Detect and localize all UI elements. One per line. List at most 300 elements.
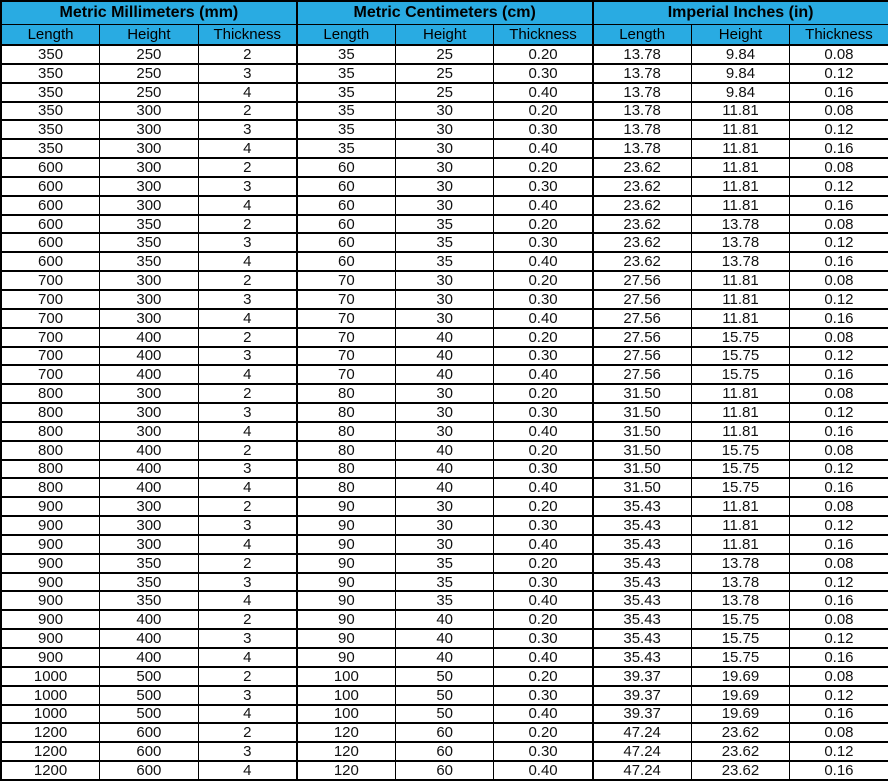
table-cell: 3 <box>198 516 297 535</box>
table-cell: 700 <box>1 309 100 328</box>
col-header-mm-thickness: Thickness <box>198 25 297 46</box>
table-cell: 40 <box>395 478 494 497</box>
table-cell: 0.20 <box>494 215 593 234</box>
table-cell: 11.81 <box>691 139 790 158</box>
table-cell: 40 <box>395 365 494 384</box>
table-cell: 30 <box>395 384 494 403</box>
table-row <box>1 215 888 234</box>
table-cell: 4 <box>198 365 297 384</box>
table-cell: 300 <box>100 497 199 516</box>
table-cell: 120 <box>297 742 396 761</box>
table-cell: 0.30 <box>494 742 593 761</box>
table-cell: 11.81 <box>691 196 790 215</box>
table-cell: 0.16 <box>790 535 888 554</box>
table-cell: 15.75 <box>691 629 790 648</box>
table-cell: 0.12 <box>790 686 888 705</box>
table-cell: 70 <box>297 328 396 347</box>
table-cell: 23.62 <box>593 233 692 252</box>
table-cell: 13.78 <box>691 233 790 252</box>
table-cell: 700 <box>1 328 100 347</box>
table-cell: 300 <box>100 535 199 554</box>
table-row <box>1 554 888 573</box>
table-cell: 2 <box>198 215 297 234</box>
table-cell: 900 <box>1 573 100 592</box>
table-cell: 40 <box>395 347 494 366</box>
table-cell: 40 <box>395 328 494 347</box>
table-cell: 3 <box>198 742 297 761</box>
table-cell: 0.20 <box>494 554 593 573</box>
table-cell: 30 <box>395 120 494 139</box>
table-cell: 0.30 <box>494 120 593 139</box>
table-cell: 35.43 <box>593 554 692 573</box>
table-cell: 120 <box>297 723 396 742</box>
table-cell: 400 <box>100 460 199 479</box>
table-cell: 11.81 <box>691 384 790 403</box>
table-cell: 9.84 <box>691 64 790 83</box>
table-row <box>1 516 888 535</box>
table-row <box>1 290 888 309</box>
table-cell: 35 <box>395 215 494 234</box>
table-cell: 80 <box>297 384 396 403</box>
table-cell: 3 <box>198 233 297 252</box>
table-cell: 40 <box>395 460 494 479</box>
table-cell: 90 <box>297 497 396 516</box>
group-title-mm: Metric Millimeters (mm) <box>1 1 297 25</box>
table-cell: 700 <box>1 365 100 384</box>
table-cell: 300 <box>100 516 199 535</box>
table-cell: 19.69 <box>691 705 790 724</box>
table-cell: 500 <box>100 705 199 724</box>
table-cell: 0.40 <box>494 83 593 102</box>
table-cell: 70 <box>297 365 396 384</box>
table-cell: 0.20 <box>494 667 593 686</box>
table-cell: 0.08 <box>790 215 888 234</box>
table-cell: 11.81 <box>691 120 790 139</box>
table-cell: 2 <box>198 723 297 742</box>
table-cell: 350 <box>100 573 199 592</box>
table-cell: 0.12 <box>790 347 888 366</box>
table-cell: 27.56 <box>593 290 692 309</box>
table-cell: 60 <box>297 233 396 252</box>
table-body <box>1 45 888 780</box>
table-cell: 0.40 <box>494 422 593 441</box>
table-cell: 4 <box>198 196 297 215</box>
table-cell: 350 <box>1 120 100 139</box>
table-cell: 1000 <box>1 686 100 705</box>
table-cell: 31.50 <box>593 441 692 460</box>
table-row <box>1 45 888 64</box>
table-cell: 80 <box>297 441 396 460</box>
table-cell: 60 <box>297 177 396 196</box>
table-cell: 0.08 <box>790 45 888 64</box>
table-cell: 0.20 <box>494 271 593 290</box>
table-cell: 0.40 <box>494 309 593 328</box>
table-cell: 0.30 <box>494 64 593 83</box>
table-cell: 0.16 <box>790 139 888 158</box>
table-cell: 90 <box>297 573 396 592</box>
table-cell: 4 <box>198 252 297 271</box>
table-cell: 400 <box>100 478 199 497</box>
table-cell: 13.78 <box>593 139 692 158</box>
table-cell: 27.56 <box>593 347 692 366</box>
table-cell: 600 <box>100 761 199 780</box>
table-cell: 2 <box>198 554 297 573</box>
table-cell: 3 <box>198 403 297 422</box>
table-cell: 0.20 <box>494 441 593 460</box>
table-cell: 400 <box>100 328 199 347</box>
table-cell: 2 <box>198 497 297 516</box>
table-row <box>1 403 888 422</box>
col-header-mm-length: Length <box>1 25 100 46</box>
table-cell: 0.30 <box>494 460 593 479</box>
table-cell: 35.43 <box>593 573 692 592</box>
table-cell: 90 <box>297 610 396 629</box>
table-cell: 23.62 <box>593 252 692 271</box>
table-cell: 13.78 <box>593 45 692 64</box>
table-cell: 800 <box>1 384 100 403</box>
table-row <box>1 309 888 328</box>
table-cell: 23.62 <box>691 723 790 742</box>
table-cell: 13.78 <box>691 252 790 271</box>
table-row <box>1 64 888 83</box>
table-row <box>1 177 888 196</box>
table-cell: 900 <box>1 516 100 535</box>
table-cell: 700 <box>1 271 100 290</box>
table-cell: 2 <box>198 667 297 686</box>
table-cell: 0.16 <box>790 309 888 328</box>
table-cell: 35 <box>395 252 494 271</box>
table-cell: 0.20 <box>494 328 593 347</box>
table-cell: 0.40 <box>494 478 593 497</box>
table-row <box>1 761 888 780</box>
table-cell: 13.78 <box>691 215 790 234</box>
table-cell: 1200 <box>1 723 100 742</box>
table-cell: 2 <box>198 384 297 403</box>
table-cell: 40 <box>395 610 494 629</box>
table-cell: 35.43 <box>593 629 692 648</box>
table-cell: 0.30 <box>494 177 593 196</box>
table-cell: 0.08 <box>790 271 888 290</box>
table-row <box>1 478 888 497</box>
table-cell: 2 <box>198 271 297 290</box>
table-row <box>1 384 888 403</box>
table-cell: 31.50 <box>593 460 692 479</box>
table-cell: 700 <box>1 290 100 309</box>
table-cell: 15.75 <box>691 478 790 497</box>
table-row <box>1 252 888 271</box>
table-row <box>1 573 888 592</box>
table-cell: 27.56 <box>593 271 692 290</box>
table-cell: 2 <box>198 102 297 121</box>
table-cell: 25 <box>395 45 494 64</box>
table-cell: 1000 <box>1 705 100 724</box>
table-cell: 19.69 <box>691 667 790 686</box>
table-cell: 350 <box>1 64 100 83</box>
table-cell: 3 <box>198 177 297 196</box>
table-cell: 11.81 <box>691 535 790 554</box>
table-cell: 0.20 <box>494 610 593 629</box>
table-cell: 0.08 <box>790 723 888 742</box>
table-cell: 60 <box>297 158 396 177</box>
table-cell: 4 <box>198 478 297 497</box>
table-cell: 0.08 <box>790 497 888 516</box>
table-cell: 80 <box>297 460 396 479</box>
table-cell: 0.16 <box>790 252 888 271</box>
table-cell: 47.24 <box>593 723 692 742</box>
table-cell: 35 <box>297 139 396 158</box>
table-cell: 400 <box>100 441 199 460</box>
table-cell: 13.78 <box>593 102 692 121</box>
table-cell: 11.81 <box>691 290 790 309</box>
table-cell: 600 <box>1 196 100 215</box>
table-cell: 0.30 <box>494 629 593 648</box>
table-cell: 30 <box>395 516 494 535</box>
table-cell: 11.81 <box>691 177 790 196</box>
table-cell: 30 <box>395 139 494 158</box>
table-cell: 900 <box>1 591 100 610</box>
table-cell: 9.84 <box>691 83 790 102</box>
table-cell: 23.62 <box>593 215 692 234</box>
table-cell: 35 <box>297 102 396 121</box>
table-cell: 300 <box>100 309 199 328</box>
table-cell: 300 <box>100 158 199 177</box>
table-cell: 0.16 <box>790 422 888 441</box>
table-cell: 900 <box>1 535 100 554</box>
column-header-row <box>1 25 888 46</box>
table-cell: 900 <box>1 648 100 667</box>
table-cell: 90 <box>297 535 396 554</box>
table-cell: 13.78 <box>691 591 790 610</box>
table-cell: 350 <box>1 139 100 158</box>
table-cell: 350 <box>100 233 199 252</box>
table-cell: 800 <box>1 478 100 497</box>
table-cell: 250 <box>100 83 199 102</box>
col-header-in-height: Height <box>691 25 790 46</box>
table-row <box>1 460 888 479</box>
table-cell: 3 <box>198 64 297 83</box>
table-cell: 600 <box>100 723 199 742</box>
table-cell: 0.12 <box>790 573 888 592</box>
table-cell: 400 <box>100 365 199 384</box>
table-cell: 600 <box>1 177 100 196</box>
table-cell: 60 <box>395 742 494 761</box>
table-row <box>1 328 888 347</box>
table-cell: 100 <box>297 667 396 686</box>
table-cell: 39.37 <box>593 686 692 705</box>
table-cell: 1000 <box>1 667 100 686</box>
table-cell: 13.78 <box>691 573 790 592</box>
table-cell: 31.50 <box>593 403 692 422</box>
table-cell: 11.81 <box>691 158 790 177</box>
table-cell: 35.43 <box>593 610 692 629</box>
table-cell: 35 <box>395 573 494 592</box>
table-row <box>1 667 888 686</box>
table-cell: 350 <box>100 215 199 234</box>
table-cell: 60 <box>297 215 396 234</box>
table-cell: 0.12 <box>790 403 888 422</box>
col-header-in-thickness: Thickness <box>790 25 888 46</box>
table-cell: 2 <box>198 610 297 629</box>
table-cell: 3 <box>198 347 297 366</box>
table-cell: 3 <box>198 573 297 592</box>
table-cell: 1200 <box>1 761 100 780</box>
table-row <box>1 591 888 610</box>
table-cell: 500 <box>100 686 199 705</box>
table-cell: 11.81 <box>691 403 790 422</box>
table-cell: 23.62 <box>593 177 692 196</box>
table-cell: 70 <box>297 290 396 309</box>
table-cell: 0.12 <box>790 64 888 83</box>
table-cell: 0.40 <box>494 252 593 271</box>
table-cell: 0.20 <box>494 45 593 64</box>
col-header-cm-thickness: Thickness <box>494 25 593 46</box>
table-cell: 35.43 <box>593 535 692 554</box>
table-cell: 35 <box>395 233 494 252</box>
table-cell: 700 <box>1 347 100 366</box>
table-cell: 39.37 <box>593 667 692 686</box>
table-cell: 300 <box>100 196 199 215</box>
table-cell: 0.40 <box>494 535 593 554</box>
table-cell: 27.56 <box>593 365 692 384</box>
table-row <box>1 271 888 290</box>
table-cell: 35 <box>297 120 396 139</box>
col-header-cm-length: Length <box>297 25 396 46</box>
table-cell: 300 <box>100 271 199 290</box>
col-header-cm-height: Height <box>395 25 494 46</box>
table-cell: 4 <box>198 422 297 441</box>
table-cell: 31.50 <box>593 478 692 497</box>
table-cell: 0.20 <box>494 384 593 403</box>
table-cell: 0.30 <box>494 573 593 592</box>
table-cell: 900 <box>1 554 100 573</box>
group-title-in: Imperial Inches (in) <box>593 1 888 25</box>
table-cell: 30 <box>395 102 494 121</box>
table-cell: 30 <box>395 403 494 422</box>
table-cell: 50 <box>395 686 494 705</box>
table-cell: 900 <box>1 629 100 648</box>
table-cell: 27.56 <box>593 328 692 347</box>
table-cell: 300 <box>100 403 199 422</box>
table-row <box>1 233 888 252</box>
table-cell: 0.12 <box>790 629 888 648</box>
table-cell: 11.81 <box>691 422 790 441</box>
table-cell: 3 <box>198 460 297 479</box>
table-cell: 40 <box>395 648 494 667</box>
table-row <box>1 102 888 121</box>
table-cell: 3 <box>198 629 297 648</box>
table-cell: 500 <box>100 667 199 686</box>
table-cell: 4 <box>198 309 297 328</box>
table-row <box>1 158 888 177</box>
table-cell: 0.08 <box>790 610 888 629</box>
table-cell: 0.40 <box>494 365 593 384</box>
table-cell: 90 <box>297 591 396 610</box>
table-cell: 30 <box>395 271 494 290</box>
table-row <box>1 705 888 724</box>
group-title-row <box>1 1 888 25</box>
table-row <box>1 120 888 139</box>
table-cell: 4 <box>198 705 297 724</box>
table-cell: 4 <box>198 535 297 554</box>
table-cell: 900 <box>1 610 100 629</box>
table-row <box>1 441 888 460</box>
table-cell: 800 <box>1 403 100 422</box>
table-cell: 120 <box>297 761 396 780</box>
table-cell: 0.16 <box>790 761 888 780</box>
table-cell: 23.62 <box>691 742 790 761</box>
table-cell: 90 <box>297 516 396 535</box>
table-cell: 350 <box>100 252 199 271</box>
table-row <box>1 686 888 705</box>
table-cell: 60 <box>395 723 494 742</box>
table-header <box>1 1 888 45</box>
table-cell: 4 <box>198 83 297 102</box>
table-cell: 80 <box>297 403 396 422</box>
table-cell: 0.16 <box>790 83 888 102</box>
table-cell: 800 <box>1 422 100 441</box>
table-cell: 250 <box>100 64 199 83</box>
table-cell: 0.40 <box>494 648 593 667</box>
table-cell: 35 <box>395 591 494 610</box>
table-row <box>1 497 888 516</box>
table-cell: 0.16 <box>790 648 888 667</box>
table-cell: 0.40 <box>494 591 593 610</box>
table-cell: 300 <box>100 422 199 441</box>
table-cell: 100 <box>297 686 396 705</box>
table-cell: 70 <box>297 271 396 290</box>
table-cell: 0.08 <box>790 554 888 573</box>
table-cell: 600 <box>1 233 100 252</box>
table-cell: 300 <box>100 290 199 309</box>
table-cell: 800 <box>1 441 100 460</box>
table-cell: 0.08 <box>790 384 888 403</box>
table-cell: 35.43 <box>593 648 692 667</box>
table-cell: 0.30 <box>494 403 593 422</box>
table-cell: 35 <box>395 554 494 573</box>
table-cell: 0.30 <box>494 347 593 366</box>
table-cell: 47.24 <box>593 761 692 780</box>
table-row <box>1 535 888 554</box>
table-row <box>1 139 888 158</box>
table-cell: 0.30 <box>494 290 593 309</box>
table-cell: 0.16 <box>790 591 888 610</box>
table-cell: 0.12 <box>790 516 888 535</box>
table-cell: 0.30 <box>494 233 593 252</box>
group-title-cm: Metric Centimeters (cm) <box>297 1 593 25</box>
table-cell: 15.75 <box>691 441 790 460</box>
table-cell: 250 <box>100 45 199 64</box>
table-cell: 0.12 <box>790 460 888 479</box>
table-cell: 60 <box>297 252 396 271</box>
table-cell: 0.16 <box>790 365 888 384</box>
table-cell: 0.40 <box>494 761 593 780</box>
table-cell: 30 <box>395 309 494 328</box>
table-cell: 23.62 <box>593 158 692 177</box>
table-cell: 350 <box>1 102 100 121</box>
table-cell: 400 <box>100 347 199 366</box>
table-cell: 35.43 <box>593 591 692 610</box>
table-cell: 0.12 <box>790 177 888 196</box>
table-cell: 350 <box>100 591 199 610</box>
table-cell: 30 <box>395 196 494 215</box>
table-cell: 0.16 <box>790 705 888 724</box>
table-cell: 2 <box>198 441 297 460</box>
table-cell: 30 <box>395 290 494 309</box>
table-cell: 60 <box>395 761 494 780</box>
table-cell: 4 <box>198 139 297 158</box>
table-cell: 0.40 <box>494 139 593 158</box>
table-cell: 90 <box>297 648 396 667</box>
